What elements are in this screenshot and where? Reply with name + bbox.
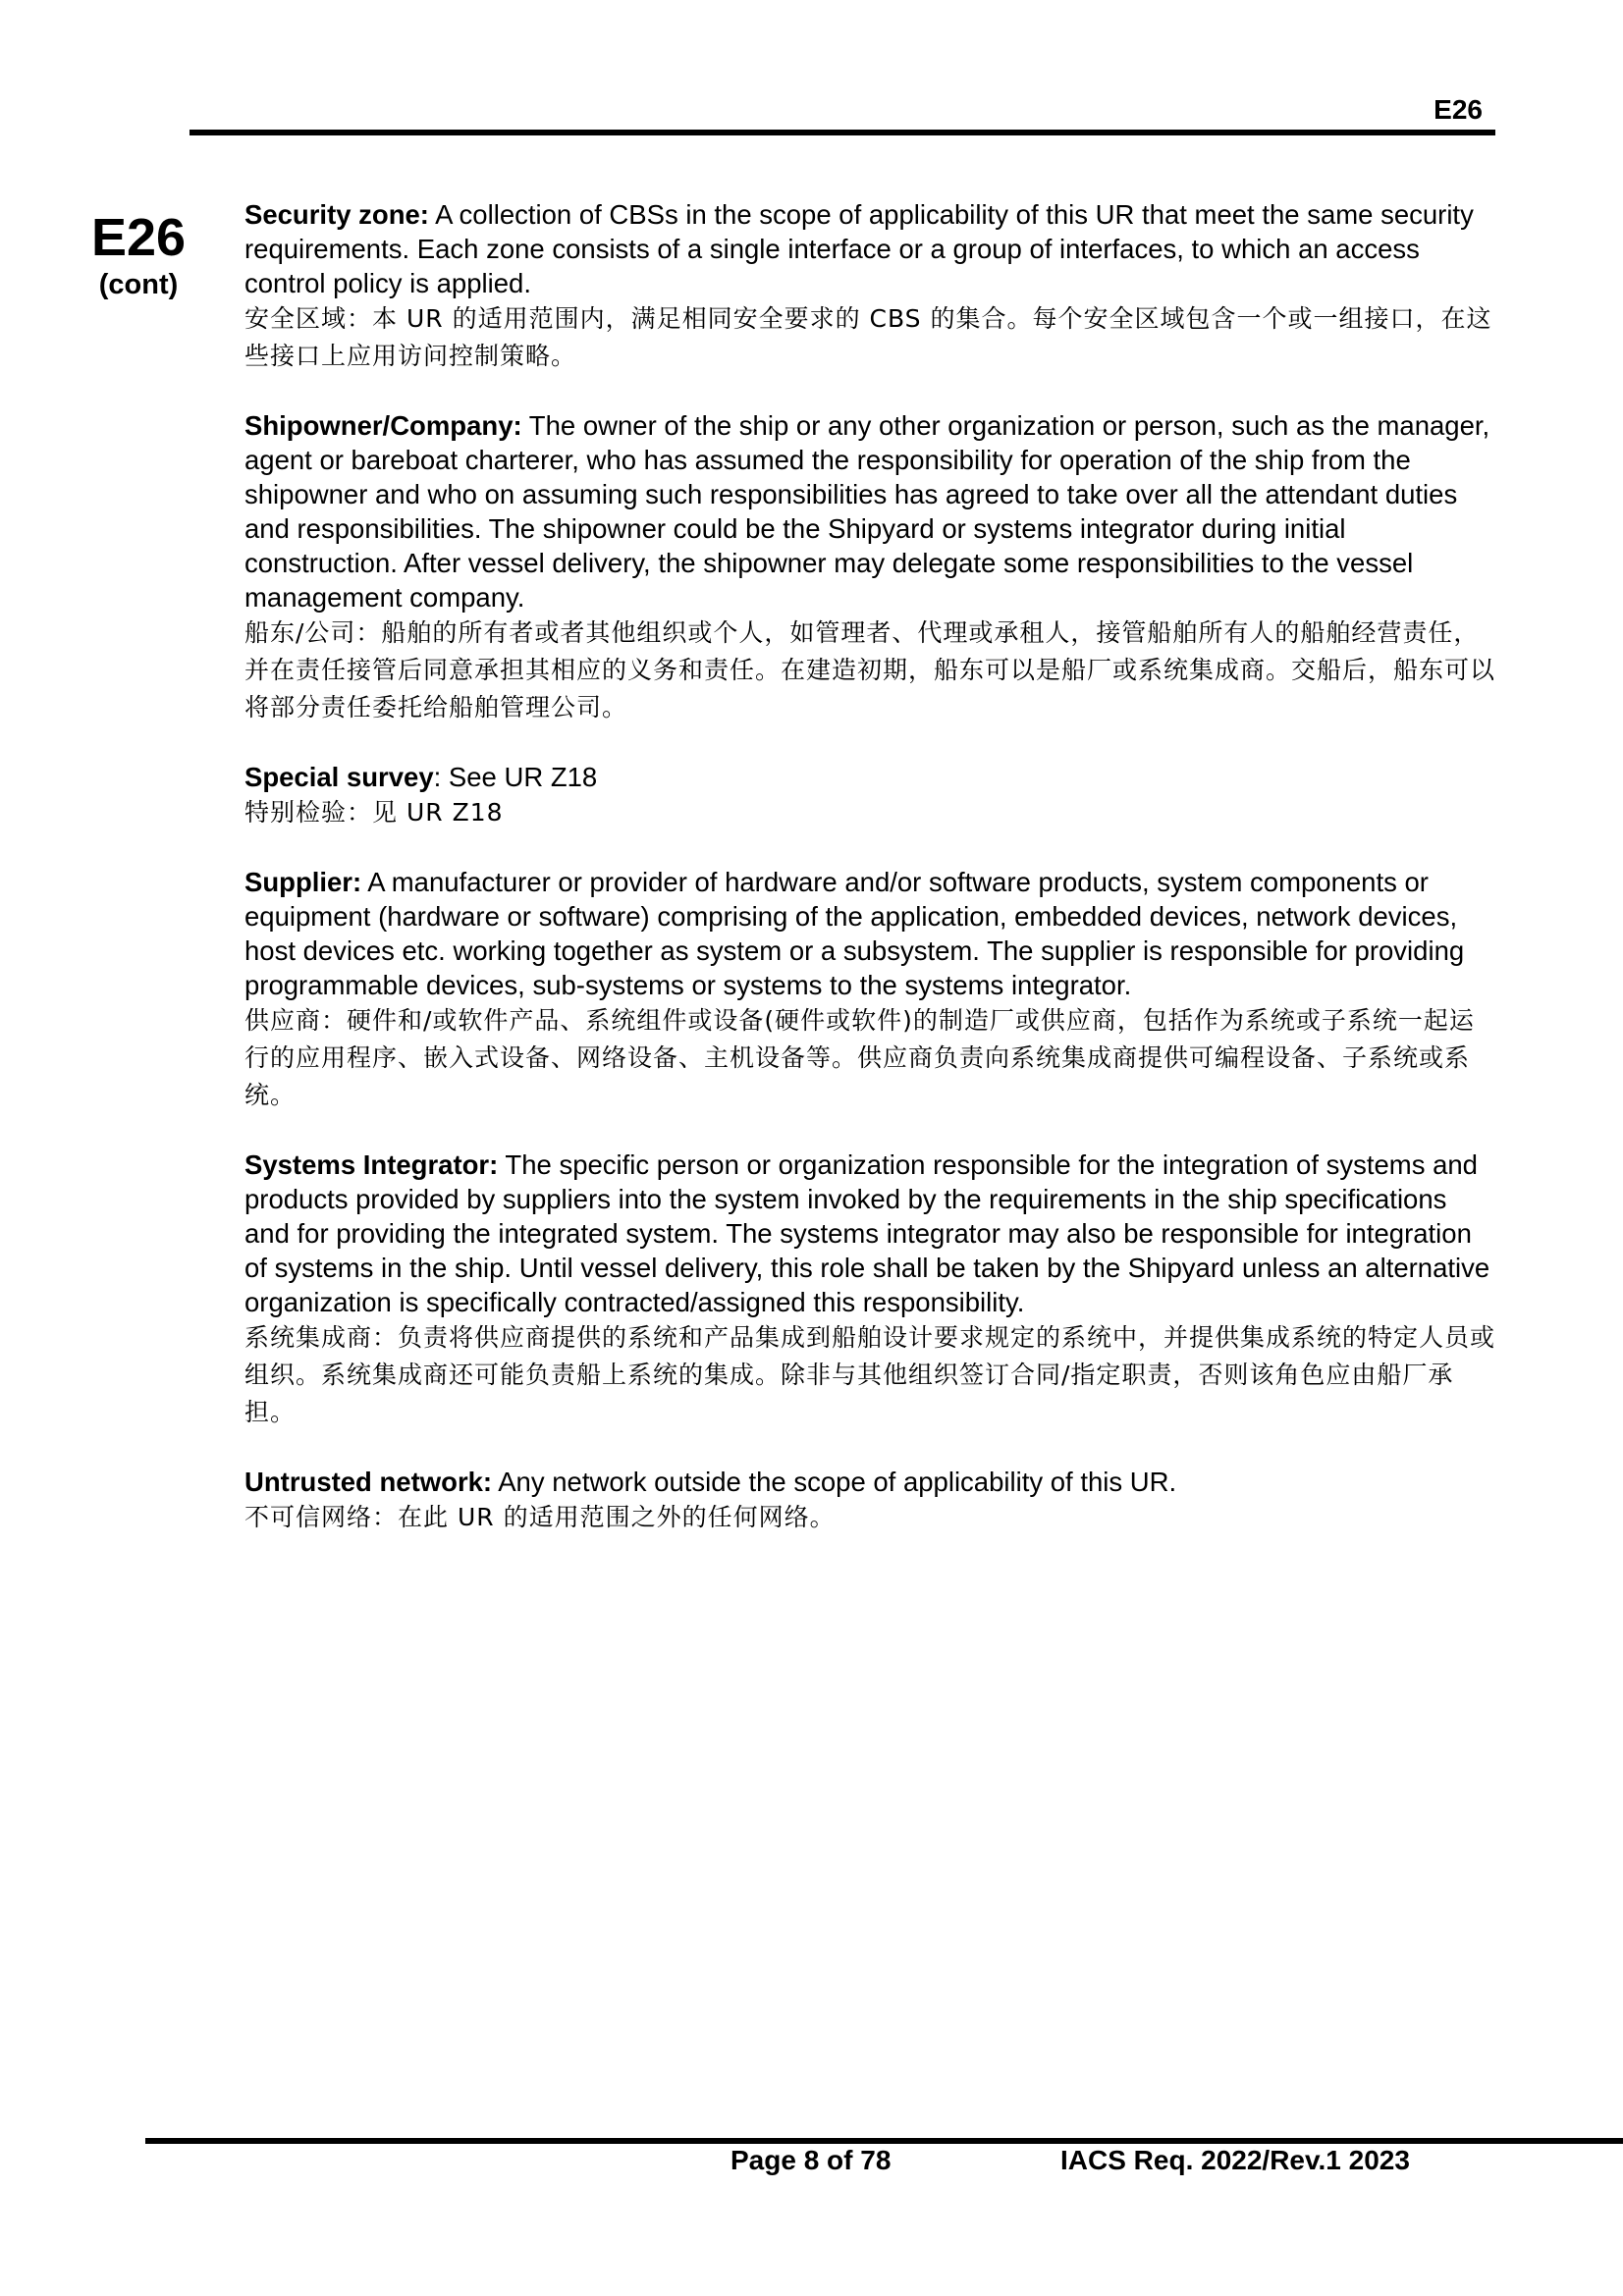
definition-term: Special survey — [244, 762, 434, 792]
definition-chinese: 特别检验：见 UR Z18 — [244, 798, 504, 827]
header-document-code: E26 — [1434, 94, 1483, 125]
definition-english — [244, 197, 1496, 300]
definition-term: Shipowner/Company: — [244, 410, 522, 441]
definition-systems-integrator — [244, 1148, 1496, 1431]
definition-text: A manufacturer or provider of hardware and/or software products, system components or equipment (hardware or software) comprising of the application, embedded devices, network devices, host devices etc. working together as system or a subsystem. The supplier is responsible for providing programmable devices, sub-systems or systems to the systems integrator. — [244, 867, 1465, 1000]
definition-text: The specific person or organization responsible for the integration of systems and products provided by suppliers into the system invoked by the requirements in the ship specifications and for providing the integrated system. The systems integrator may also be responsible for integration of systems in the ship. Until vessel delivery, this role shall be taken by the Shipyard unless an alternative organization is specifically contracted/assigned this responsibility. — [244, 1149, 1490, 1317]
definition-english — [244, 1148, 1496, 1319]
definition-english — [244, 408, 1496, 614]
definition-text: : See UR Z18 — [433, 762, 598, 792]
definition-chinese: 系统集成商：负责将供应商提供的系统和产品集成到船舶设计要求规定的系统中，并提供集成系统的特定人员或组织。系统集成商还可能负责船上系统的集成。除非与其他组织签订合同/指定职责，否则该角色应由船厂承担。 — [244, 1323, 1496, 1426]
definitions-list — [244, 197, 1496, 1570]
definition-english — [244, 865, 1496, 1002]
definition-term: Systems Integrator: — [244, 1149, 499, 1180]
definition-untrusted-network — [244, 1465, 1496, 1536]
sidebar-continued-label: (cont) — [98, 269, 179, 300]
definition-shipowner-company — [244, 408, 1496, 726]
definition-chinese: 安全区域：本 UR 的适用范围内，满足相同安全要求的 CBS 的集合。每个安全区域包含一个或一组接口，在这些接口上应用访问控制策略。 — [244, 304, 1492, 370]
definition-text: The owner of the ship or any other organization or person, such as the manager, agent or bareboat charterer, who has assumed the responsibility for operation of the ship from the shipowner and who on assuming such responsibilities has agreed to take over all the attendant duties and responsibilities. The shipowner could be the Shipyard or systems integrator during initial construction. After vessel delivery, the shipowner may delegate some responsibilities to the vessel management company. — [244, 410, 1490, 613]
definition-term: Security zone: — [244, 199, 429, 230]
sidebar-document-code: E26 — [90, 208, 187, 267]
document-reference: IACS Req. 2022/Rev.1 2023 — [1060, 2145, 1410, 2175]
definition-text: Any network outside the scope of applicability of this UR. — [492, 1467, 1177, 1497]
footer-rule — [145, 2138, 1623, 2144]
definition-chinese: 不可信网络：在此 UR 的适用范围之外的任何网络。 — [244, 1503, 836, 1531]
definition-english — [244, 760, 1496, 794]
definition-term: Supplier: — [244, 867, 362, 897]
definition-supplier — [244, 865, 1496, 1114]
definition-english — [244, 1465, 1496, 1499]
definition-special-survey — [244, 760, 1496, 831]
page-number: Page 8 of 78 — [730, 2145, 892, 2175]
definition-security-zone — [244, 197, 1496, 375]
definition-text: A collection of CBSs in the scope of applicability of this UR that meet the same security requirements. Each zone consists of a single interface or a group of interfaces, to which an access control policy is applied. — [244, 199, 1474, 298]
definition-chinese: 供应商：硬件和/或软件产品、系统组件或设备(硬件或软件)的制造厂或供应商，包括作为系统或子系统一起运行的应用程序、嵌入式设备、网络设备、主机设备等。供应商负责向系统集成商提供可编程设备、子系统或系统。 — [244, 1006, 1475, 1109]
header-rule — [189, 130, 1495, 135]
definition-term: Untrusted network: — [244, 1467, 493, 1497]
definition-chinese: 船东/公司：船舶的所有者或者其他组织或个人，如管理者、代理或承租人，接管船舶所有人的船舶经营责任，并在责任接管后同意承担其相应的义务和责任。在建造初期，船东可以是船厂或系统集成商。交船后，船东可以将部分责任委托给船舶管理公司。 — [244, 618, 1496, 721]
